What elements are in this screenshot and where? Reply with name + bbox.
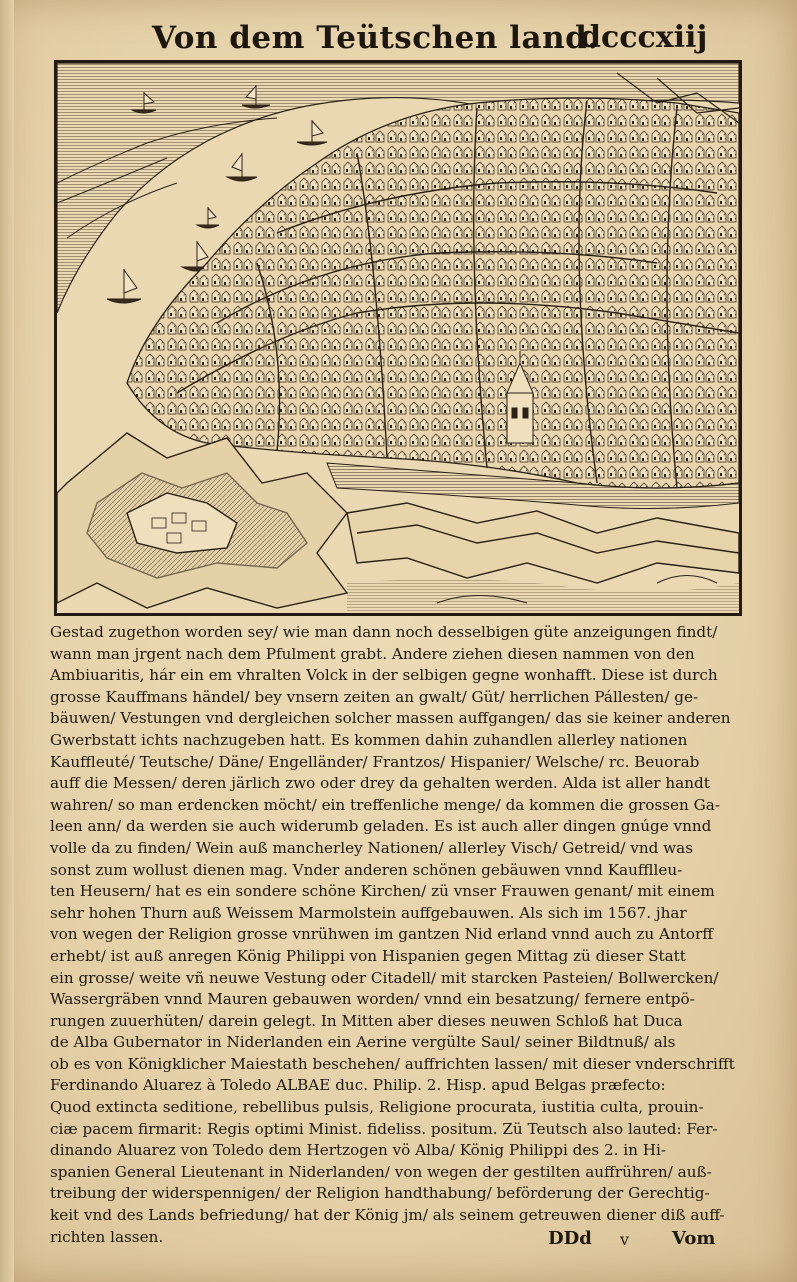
- text-line: auff die Messen/ deren järlich zwo oder drey da gehalten werden. Alda ist aller handt: [50, 774, 710, 793]
- text-line: de Alba Gubernator in Niderlanden ein Aerine vergülte Saul/ seiner Bildtnuß/ als: [50, 1033, 676, 1052]
- map-illustration: [57, 63, 739, 613]
- signature-ornament: v: [620, 1230, 630, 1249]
- text-line: erhebt/ ist auß anregen König Philippi von Hispanien gegen Mittag zü dieser Statt: [50, 946, 686, 965]
- text-line: ten Heusern/ hat es ein sondere schöne Kirchen/ zü vnser Frauwen genant/ mit einem: [50, 882, 715, 901]
- text-line: Ferdinando Aluarez à Toledo ALBAE duc. Philip. 2. Hisp. apud Belgas præfecto:: [50, 1076, 666, 1095]
- text-line: Quod extincta seditione, rebellibus pulsis, Religione procurata, iustitia culta, prouin-: [50, 1098, 704, 1117]
- text-line: grosse Kauffmans händel/ bey vnsern zeiten an gwalt/ Güt/ herrlichen Pállesten/ ge-: [50, 687, 699, 706]
- signature-mark: DDd: [548, 1228, 592, 1249]
- text-line: wahren/ so man erdencken möcht/ ein treffenliche menge/ da kommen die grossen Ga-: [50, 795, 720, 814]
- folio-number: dcccxiij: [580, 20, 708, 55]
- text-line: spanien General Lieutenant in Niderlanden/ von wegen der gestilten auffrühren/ auß-: [50, 1162, 712, 1181]
- text-line: von wegen der Religion grosse vnrühwen im gantzen Nid erland vnnd auch zu Antorff: [50, 925, 714, 944]
- text-line: Gwerbstatt ichts nachzugeben hatt. Es kommen dahin zuhandlen allerley nationen: [50, 730, 688, 749]
- text-line: dinando Aluarez von Toledo dem Hertzogen vö Alba/ König Philippi des 2. in Hi-: [50, 1141, 667, 1160]
- text-line: ciæ pacem firmarit: Regis optimi Minist. fideliss. positum. Zü Teutsch also lauted: Fer-: [50, 1119, 718, 1138]
- city-map-woodcut: [54, 60, 742, 616]
- text-line: treibung der widerspennigen/ der Religion handthabung/ beförderung der Gerechtig-: [50, 1184, 710, 1203]
- text-line: Ambiuaritis, hár ein em vhralten Volck in der selbigen gegne wonhafft. Diese ist durch: [50, 666, 718, 685]
- text-line: sonst zum wollust dienen mag. Vnder anderen schönen gebäuwen vnnd Kaufflleu-: [50, 860, 683, 879]
- text-line: ein grosse/ weite vñ neuwe Vestung oder Citadell/ mit starcken Pasteien/ Bollwercken/: [50, 968, 719, 987]
- text-line: leen ann/ da werden sie auch widerumb geladen. Es ist auch aller dingen gnúge vnnd: [50, 817, 712, 836]
- text-line: keit vnd des Lands befriedung/ hat der König jm/ als seinem getreuwen diener diß auff-: [50, 1206, 725, 1225]
- text-line: Kauffleuté/ Teutsche/ Däne/ Engelländer/ Frantzos/ Hispanier/ Welsche/ rc. Beuorab: [50, 752, 700, 771]
- text-line: bäuwen/ Vestungen vnd dergleichen solcher massen auffgangen/ das sie keiner anderen: [50, 709, 731, 728]
- body-text: [50, 622, 744, 1248]
- text-line: richten lassen.: [50, 1227, 164, 1246]
- page-edge: [0, 0, 14, 1282]
- running-title: Von dem Teütschen land.: [152, 20, 599, 56]
- catchword: Vom: [672, 1228, 716, 1249]
- text-line: wann man jrgent nach dem Pfulment grabt. Andere ziehen diesen nammen von den: [50, 644, 695, 663]
- text-line: sehr hohen Thurn auß Weissem Marmolstein auffgebauwen. Als sich im 1567. jhar: [50, 903, 687, 922]
- text-line: ob es von Königklicher Maiestath beschehen/ auffrichten lassen/ mit dieser vnderschrifft: [50, 1054, 735, 1073]
- text-line: Wassergräben vnnd Mauren gebauwen worden/ vnnd ein besatzung/ fernere entpö-: [50, 990, 695, 1009]
- text-line: volle da zu finden/ Wein auß mancherley Nationen/ allerley Visch/ Getreid/ vnd was: [50, 838, 694, 857]
- text-line: Gestad zugethon worden sey/ wie man dann noch desselbigen güte anzeigungen findt/: [50, 623, 718, 641]
- text-line: rungen zuuerhüten/ darein gelegt. In Mitten aber dieses neuwen Schloß hat Duca: [50, 1011, 683, 1030]
